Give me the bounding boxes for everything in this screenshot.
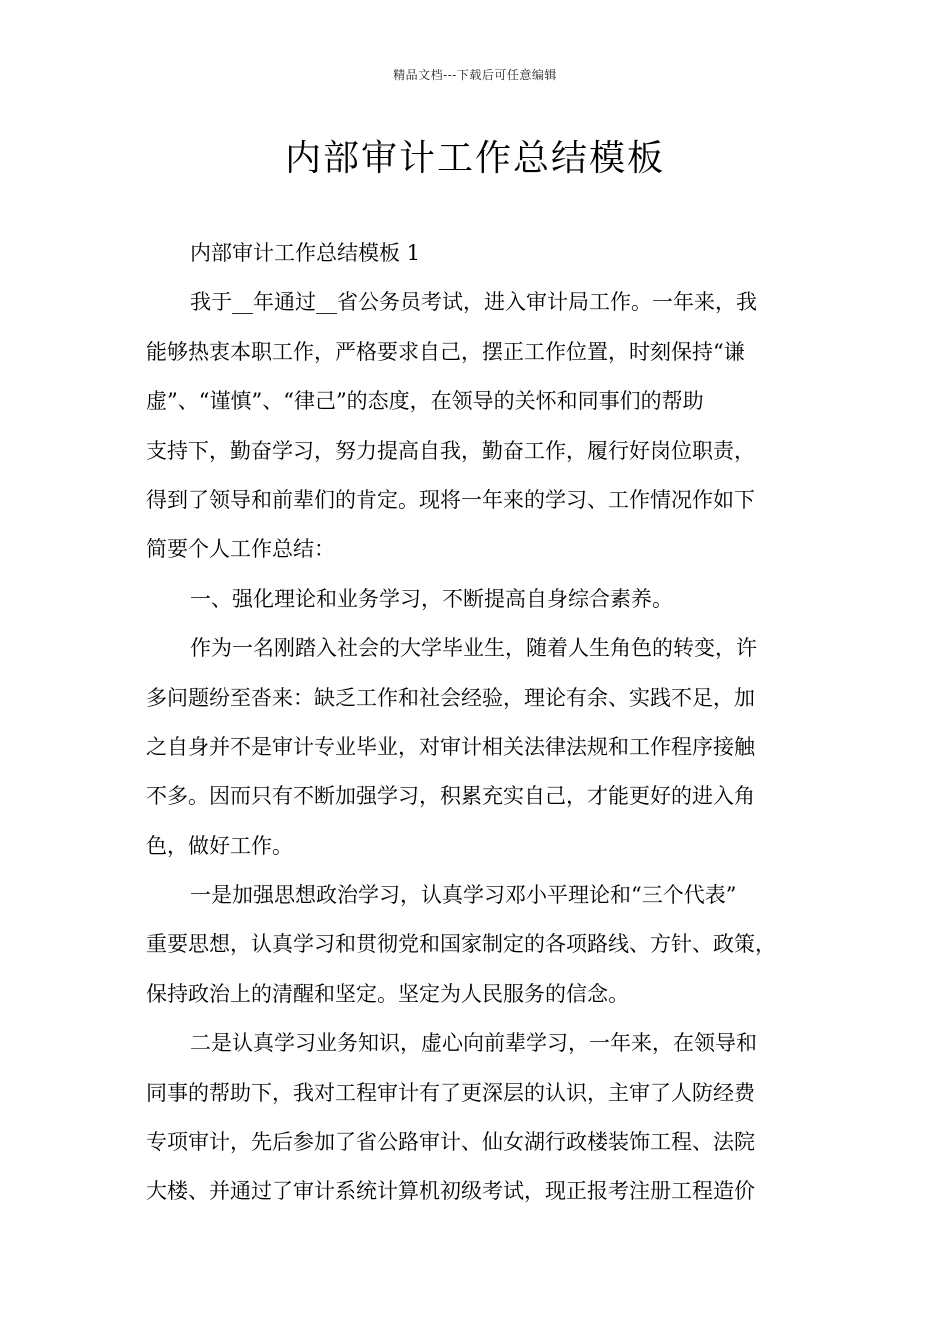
text-line: 色，做好工作。 [146, 833, 293, 858]
text-line: 一、强化理论和业务学习，不断提高自身综合素养。 [190, 586, 673, 611]
text-line: 支持下，勤奋学习，努力提高自我，勤奋工作，履行好岗位职责， [146, 438, 755, 463]
text-line: 作为一名刚踏入社会的大学毕业生，随着人生角色的转变，许 [190, 636, 757, 661]
text-line: 内部审计工作总结模板 1 [190, 241, 421, 265]
text-line: 同事的帮助下，我对工程审计有了更深层的认识，主审了人防经费 [146, 1080, 755, 1105]
text-line: 大楼、并通过了审计系统计算机初级考试，现正报考注册工程造价 [146, 1179, 755, 1204]
text-line: 能够热衷本职工作，严格要求自己，摆正工作位置，时刻保持“谦 [146, 339, 745, 364]
text-line: 简要个人工作总结： [146, 537, 335, 562]
text-line: 多问题纷至沓来：缺乏工作和社会经验，理论有余、实践不足，加 [146, 685, 755, 710]
text-line: 不多。因而只有不断加强学习，积累充实自己，才能更好的进入角 [146, 784, 755, 809]
text-line: 我于__年通过__省公务员考试，进入审计局工作。一年来，我 [190, 290, 757, 315]
text-line: 一是加强思想政治学习，认真学习邓小平理论和“三个代表” [190, 883, 737, 908]
text-line: 之自身并不是审计专业毕业，对审计相关法律法规和工作程序接触 [146, 734, 755, 759]
text-line: 虚”、“谨慎”、“律己”的态度，在领导的关怀和同事们的帮助 [146, 389, 704, 414]
text-line: 保持政治上的清醒和坚定。坚定为人民服务的信念。 [146, 981, 629, 1006]
document-title: 内部审计工作总结模板 [284, 138, 665, 179]
text-line: 得到了领导和前辈们的肯定。现将一年来的学习、工作情况作如下 [146, 487, 755, 512]
page-header: 精品文档---下载后可任意编辑 [393, 68, 557, 82]
text-line: 重要思想，认真学习和贯彻党和国家制定的各项路线、方针、政策， [146, 932, 776, 957]
text-line: 专项审计，先后参加了省公路审计、仙女湖行政楼装饰工程、法院 [146, 1130, 755, 1155]
document-body [146, 229, 806, 1217]
text-line: 二是认真学习业务知识，虚心向前辈学习，一年来，在领导和 [190, 1031, 757, 1056]
